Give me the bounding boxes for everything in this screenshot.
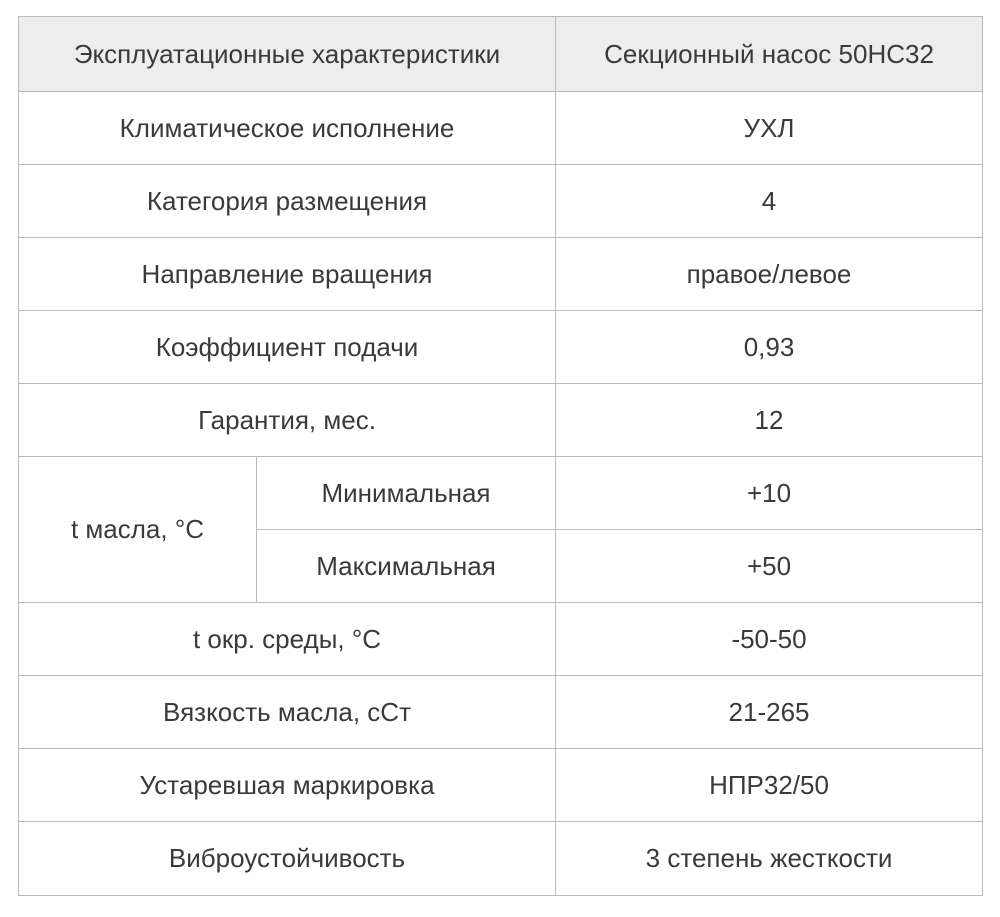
row-value: 0,93 bbox=[556, 311, 983, 384]
header-product: Секционный насос 50НС32 bbox=[556, 17, 983, 92]
row-label: Виброустойчивость bbox=[19, 822, 556, 896]
row-value: 21-265 bbox=[556, 676, 983, 749]
row-value: правое/левое bbox=[556, 238, 983, 311]
table-row bbox=[19, 822, 983, 896]
table-row bbox=[19, 238, 983, 311]
table-row bbox=[19, 749, 983, 822]
row-label: Устаревшая маркировка bbox=[19, 749, 556, 822]
table-row bbox=[19, 676, 983, 749]
oil-temp-max-value: +50 bbox=[556, 530, 983, 603]
row-value: -50-50 bbox=[556, 603, 983, 676]
row-value: НПР32/50 bbox=[556, 749, 983, 822]
row-label: Вязкость масла, сСт bbox=[19, 676, 556, 749]
row-value: 4 bbox=[556, 165, 983, 238]
row-label: Категория размещения bbox=[19, 165, 556, 238]
row-label: Направление вращения bbox=[19, 238, 556, 311]
row-label: t окр. среды, °С bbox=[19, 603, 556, 676]
row-label: Коэффициент подачи bbox=[19, 311, 556, 384]
header-characteristics: Эксплуатационные характеристики bbox=[19, 17, 556, 92]
row-value: 12 bbox=[556, 384, 983, 457]
table-row bbox=[19, 603, 983, 676]
table-row bbox=[19, 92, 983, 165]
oil-temp-max-label: Максимальная bbox=[257, 530, 556, 603]
table-row-oil-temp-min bbox=[19, 457, 983, 530]
table-row bbox=[19, 165, 983, 238]
row-label: Гарантия, мес. bbox=[19, 384, 556, 457]
spec-table-container bbox=[18, 16, 982, 896]
row-label: Климатическое исполнение bbox=[19, 92, 556, 165]
oil-temp-label: t масла, °С bbox=[19, 457, 257, 603]
oil-temp-min-label: Минимальная bbox=[257, 457, 556, 530]
table-header-row bbox=[19, 17, 983, 92]
table-row bbox=[19, 311, 983, 384]
table-row bbox=[19, 384, 983, 457]
spec-table bbox=[18, 16, 983, 896]
oil-temp-min-value: +10 bbox=[556, 457, 983, 530]
row-value: УХЛ bbox=[556, 92, 983, 165]
row-value: 3 степень жесткости bbox=[556, 822, 983, 896]
